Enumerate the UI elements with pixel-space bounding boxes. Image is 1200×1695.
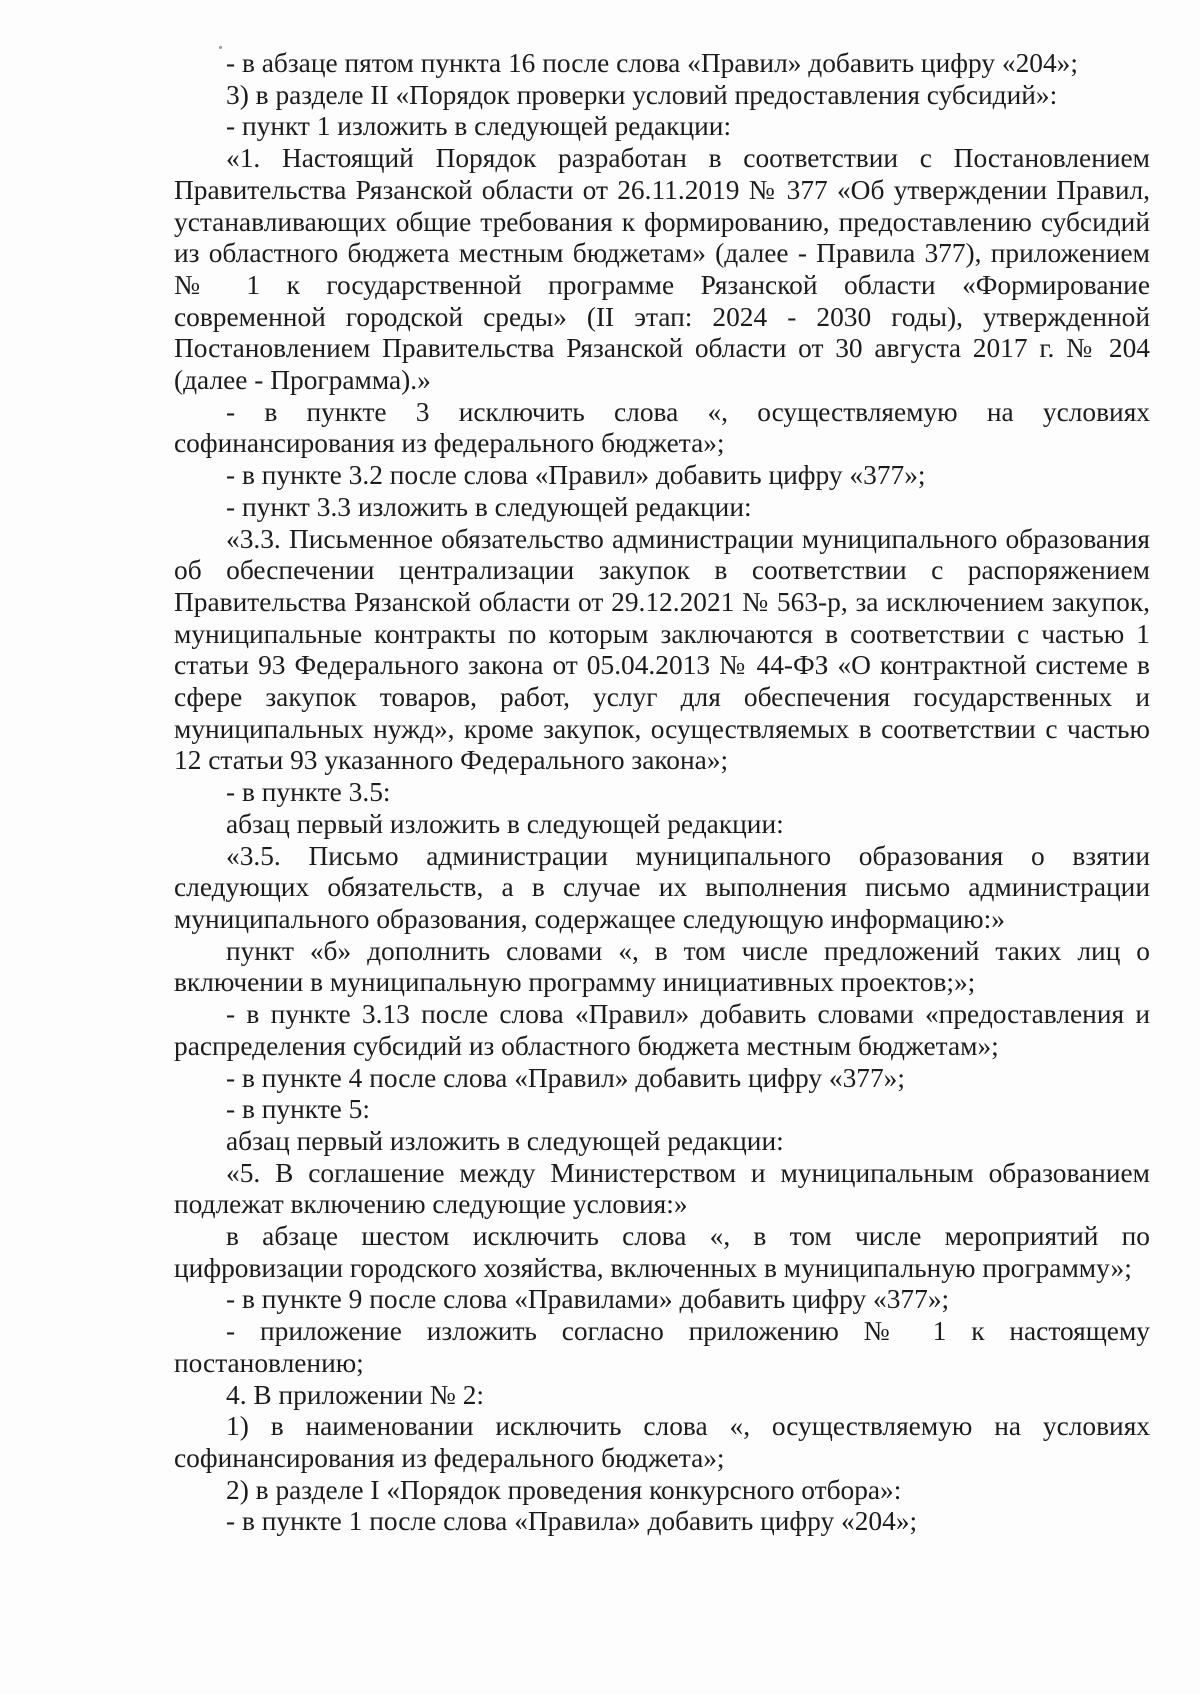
paragraph-17: «5. В соглашение между Министерством и муниципальным образованием подлежат включению следующие условия:»	[174, 1157, 1150, 1220]
paragraph-23: 2) в разделе I «Порядок проведения конкурсного отбора»:	[226, 1474, 902, 1505]
paragraph-15: - в пункте 5:	[226, 1094, 370, 1125]
paragraph-6: - в пункте 3.2 после слова «Правил» добавить цифру «377»;	[226, 460, 926, 491]
paragraph-7: - пункт 3.3 изложить в следующей редакции:	[226, 491, 752, 522]
document-body	[174, 48, 1150, 1538]
paragraph-12: пункт «б» дополнить словами «, в том числе предложений таких лиц о включении в муниципальную программу инициативных проектов;»;	[174, 935, 1150, 998]
paragraph-13: - в пункте 3.13 после слова «Правил» добавить словами «предоставления и распределения субсидий из областного бюджета местным бюджетам»;	[174, 999, 1150, 1061]
paragraph-4: «1. Настоящий Порядок разработан в соответствии с Постановлением Правительства Рязанской области от 26.11.2019 № 377 «Об утверждении Правил, устанавливающих общие требования к формированию, предоставлению субсидий из областного бюджета местным бюджетам» (далее - Правила 377), приложением № 1 к государственной программе Рязанской области «Формирование современной городской среды» (II этап: 2024 - 2030 годы), утвержденной Постановлением Правительства Рязанской области от 30 августа 2017 г. № 204 (далее - Программа).»	[174, 143, 1150, 396]
paragraph-18: в абзаце шестом исключить слова «, в том числе мероприятий по цифровизации городского хозяйства, включенных в муниципальную программу»;	[174, 1221, 1150, 1283]
paragraph-14: - в пункте 4 после слова «Правил» добавить цифру «377»;	[226, 1062, 905, 1093]
paragraph-2: 3) в разделе II «Порядок проверки условий предоставления субсидий»:	[226, 79, 1058, 110]
paragraph-19: - в пункте 9 после слова «Правилами» добавить цифру «377»;	[226, 1284, 950, 1315]
paragraph-9: - в пункте 3.5:	[226, 777, 391, 808]
paragraph-1: - в абзаце пятом пункта 16 после слова «Правил» добавить цифру «204»;	[226, 48, 1078, 78]
paragraph-20: - приложение изложить согласно приложению № 1 к настоящему постановлению;	[174, 1316, 1150, 1378]
paragraph-11: «3.5. Письмо администрации муниципального образования о взятии следующих обязательств, а в случае их выполнения письмо администрации муниципального образования, содержащее следующую информацию:»	[174, 840, 1150, 934]
paragraph-10: абзац первый изложить в следующей редакции:	[226, 808, 784, 839]
paragraph-21: 4. В приложении № 2:	[226, 1379, 485, 1410]
paragraph-22: 1) в наименовании исключить слова «, осуществляемую на условиях софинансирования из федерального бюджета»;	[174, 1411, 1150, 1473]
scan-speck	[219, 46, 222, 49]
paragraph-24: - в пункте 1 после слова «Правила» добавить цифру «204»;	[226, 1506, 918, 1537]
paragraph-3: - пункт 1 изложить в следующей редакции:	[226, 111, 732, 142]
paragraph-8: «3.3. Письменное обязательство администрации муниципального образования об обеспечении централизации закупок в соответствии с распоряжением Правительства Рязанской области от 29.12.2021 № 563-р, за исключением закупок, муниципальные контракты по которым заключаются в соответствии с частью 1 статьи 93 Федерального закона от 05.04.2013 № 44-ФЗ «О контрактной системе в сфере закупок товаров, работ, услуг для обеспечения государственных и муниципальных нужд», кроме закупок, осуществляемых в соответствии с частью 12 статьи 93 указанного Федерального закона»;	[174, 523, 1150, 776]
paragraph-5: - в пункте 3 исключить слова «, осуществляемую на условиях софинансирования из федерального бюджета»;	[174, 396, 1150, 459]
paragraph-16: абзац первый изложить в следующей редакции:	[226, 1125, 784, 1156]
